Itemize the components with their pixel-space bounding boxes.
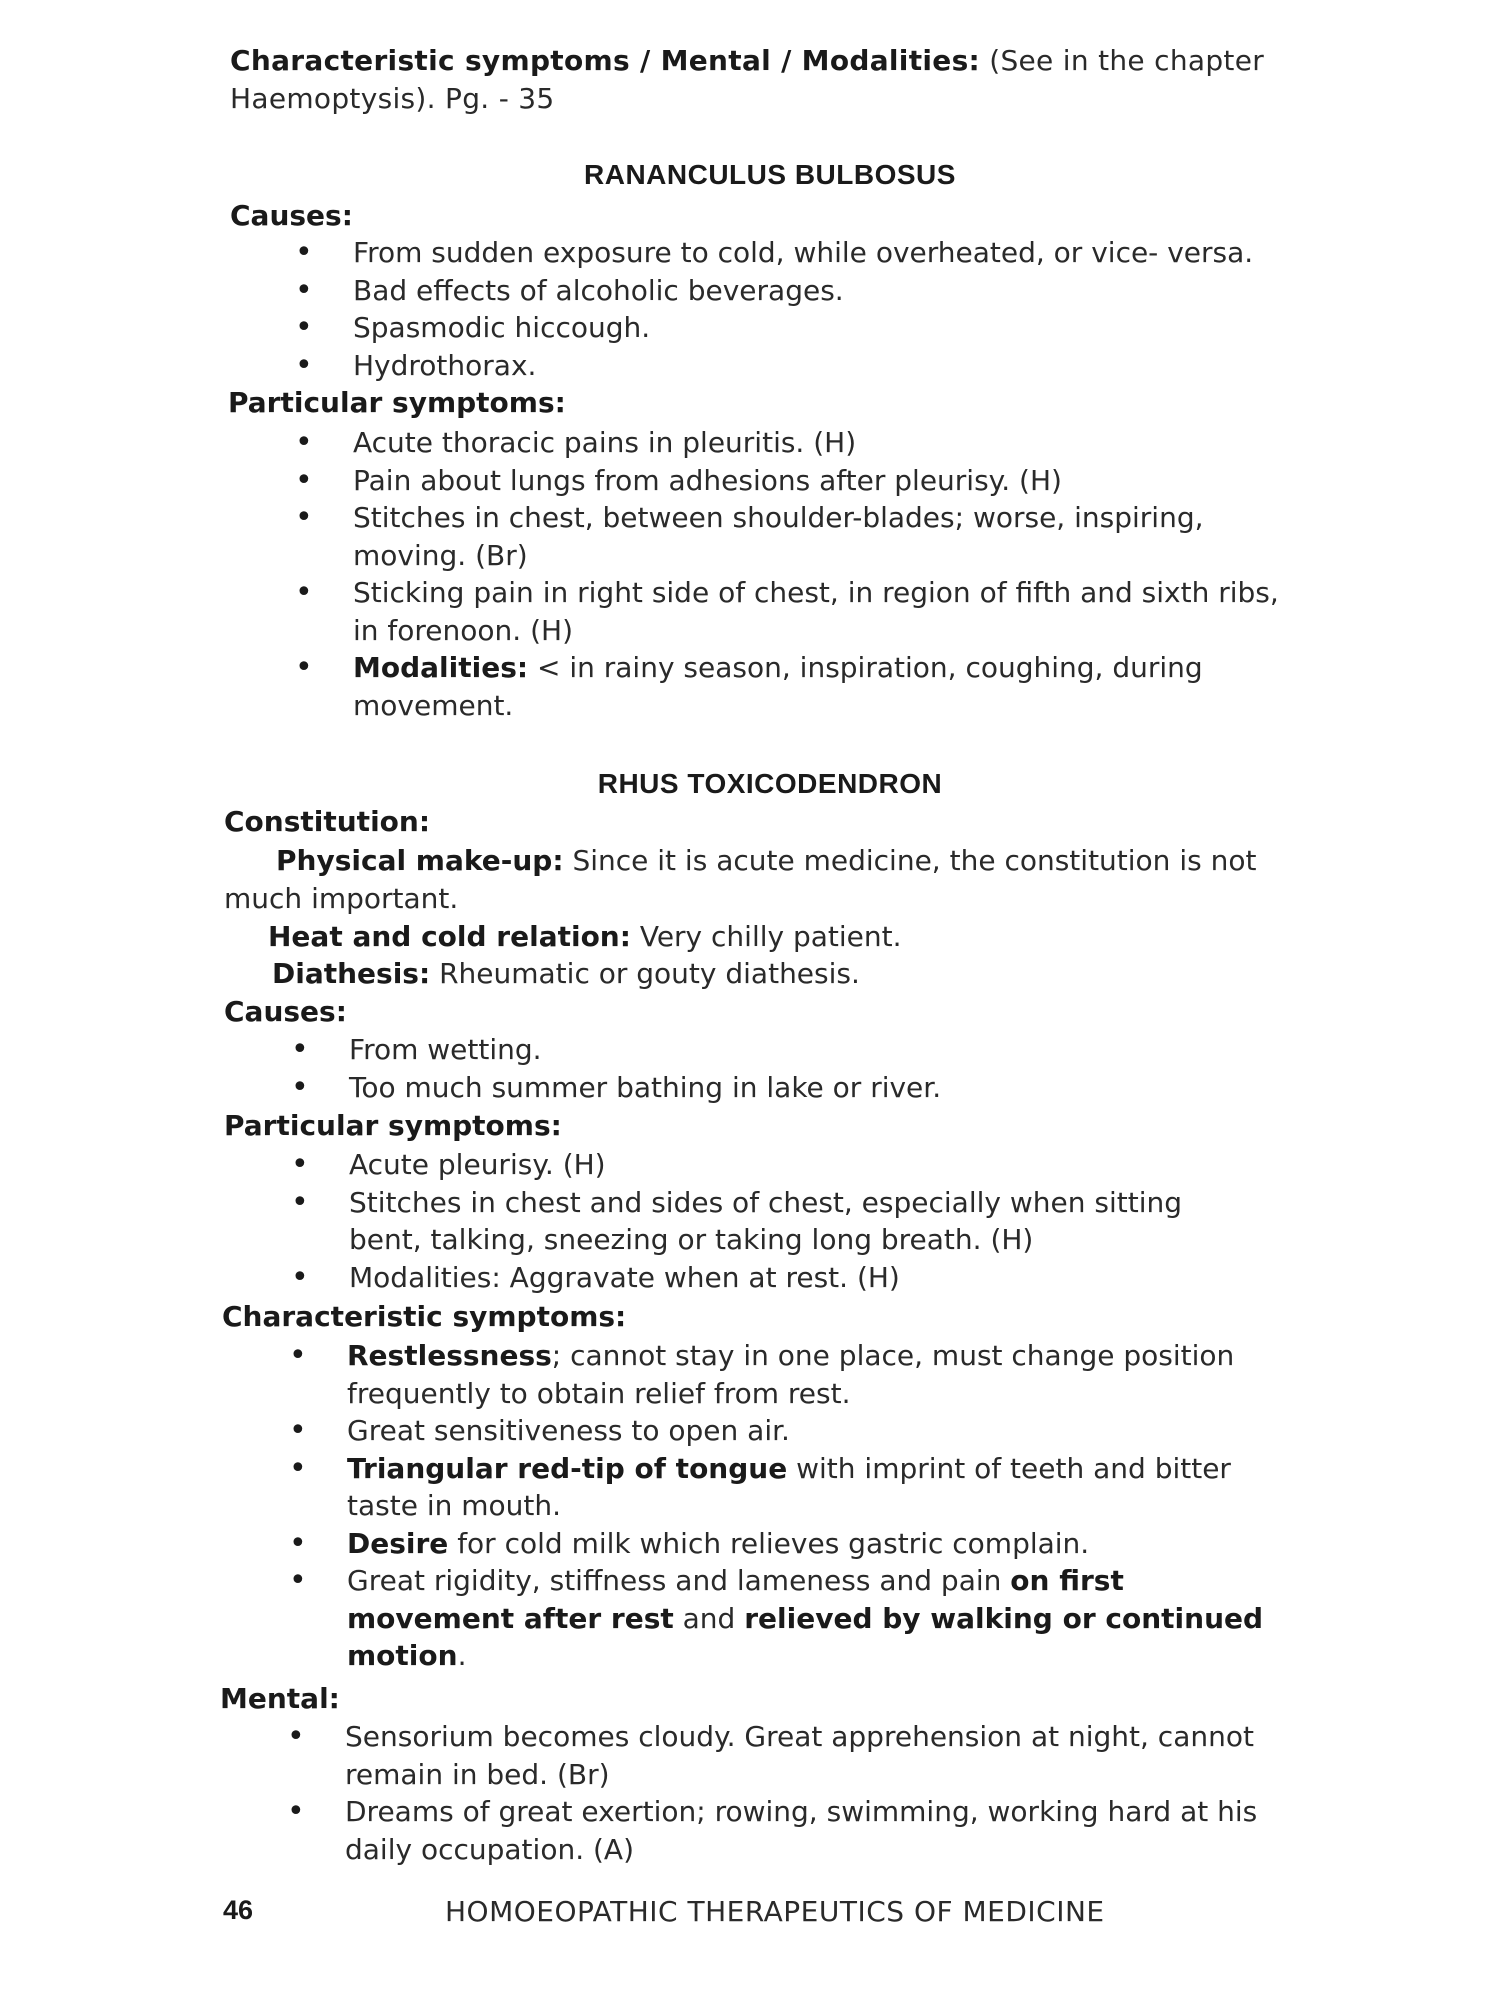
list-item (347, 1450, 1267, 1525)
rigidity-bold-d: relieved by walking or continued motion (347, 1601, 1264, 1672)
rhus-particular-label: Particular symptoms: (224, 1109, 562, 1142)
desire-text: for cold milk which relieves gastric complain. (448, 1526, 1090, 1560)
list-item: • Too much summer bathing in lake or river. (349, 1069, 1309, 1107)
intro-label: Characteristic symptoms / Mental / Modalities: (230, 44, 981, 77)
page-number: 46 (223, 1895, 254, 1925)
restlessness-text: ; cannot stay in one place, must change position frequently to obtain relief from rest. (347, 1339, 1235, 1410)
intro-text: (See in the chapter Haemoptysis). Pg. - 35 (230, 44, 1265, 115)
rhus-characteristic-list (347, 1337, 1267, 1675)
physical-text: Since it is acute medicine, the constitution is not much important. (224, 844, 1257, 915)
rhus-particular-list (349, 1146, 1249, 1296)
list-item: • Dreams of great exertion; rowing, swimming, working hard at his daily occupation. (A) (345, 1793, 1315, 1868)
ranunculus-particular-list (353, 424, 1293, 724)
list-item: • Great sensitiveness to open air. (347, 1412, 1267, 1450)
rigidity-text-c: and (673, 1601, 745, 1635)
rigidity-bold-b: on first movement after rest (347, 1564, 1124, 1635)
list-item: • Acute pleurisy. (H) (349, 1146, 1249, 1184)
list-item: • From sudden exposure to cold, while overheated, or vice- versa. (353, 234, 1333, 272)
heat-cold-paragraph (268, 918, 902, 956)
ranunculus-particular-label: Particular symptoms: (228, 386, 566, 419)
physical-makeup-paragraph (224, 842, 1304, 917)
ranunculus-causes-list (353, 234, 1333, 384)
list-item: • From wetting. (349, 1031, 1309, 1069)
list-item (347, 1562, 1267, 1675)
list-item: • Stitches in chest and sides of chest, especially when sitting bent, talking, sneezing or taking long breath. (H) (349, 1184, 1249, 1259)
rhus-characteristic-label: Characteristic symptoms: (222, 1300, 627, 1333)
list-item (353, 649, 1293, 724)
list-item (347, 1525, 1267, 1563)
tongue-text: with imprint of teeth and bitter taste in mouth. (347, 1451, 1231, 1522)
list-item: • Pain about lungs from adhesions after pleurisy. (H) (353, 462, 1293, 500)
modalities-label: Modalities: (353, 651, 529, 684)
diathesis-paragraph (272, 955, 860, 993)
diathesis-label: Diathesis: (272, 957, 431, 990)
list-item: • Acute thoracic pains in pleuritis. (H) (353, 424, 1293, 462)
diathesis-text: Rheumatic or gouty diathesis. (430, 957, 860, 990)
tongue-bold: Triangular red-tip of tongue (347, 1451, 788, 1485)
rhus-mental-label: Mental: (220, 1682, 340, 1715)
heat-label: Heat and cold relation: (268, 920, 631, 953)
heat-text: Very chilly patient. (630, 920, 902, 953)
physical-label: Physical make-up: (276, 844, 564, 877)
list-item: • Sensorium becomes cloudy. Great apprehension at night, cannot remain in bed. (Br) (345, 1718, 1315, 1793)
desire-bold: Desire (347, 1526, 449, 1560)
list-item: • Sticking pain in right side of chest, in region of fifth and sixth ribs, in forenoon. (H) (353, 574, 1293, 649)
restlessness-bold: Restlessness (347, 1339, 552, 1372)
list-item: • Bad effects of alcoholic beverages. (353, 272, 1333, 310)
ranunculus-causes-label: Causes: (230, 199, 353, 232)
rigidity-text-a: Great rigidity, stiffness and lameness and pain (347, 1564, 1011, 1597)
ranunculus-title: RANANCULUS BULBOSUS (584, 159, 956, 190)
list-item: • Spasmodic hiccough. (353, 309, 1333, 347)
rhus-mental-list (345, 1718, 1315, 1868)
book-title: HOMOEOPATHIC THERAPEUTICS OF MEDICINE (445, 1895, 1105, 1928)
list-item (347, 1337, 1267, 1412)
modalities-text: < in rainy season, inspiration, coughing, during movement. (353, 651, 1203, 722)
rhus-title: RHUS TOXICODENDRON (597, 768, 943, 799)
list-item: • Stitches in chest, between shoulder-blades; worse, inspiring, moving. (Br) (353, 499, 1293, 574)
rhus-constitution-label: Constitution: (224, 805, 431, 838)
rigidity-text-e: . (457, 1639, 467, 1672)
intro-paragraph (230, 42, 1280, 117)
rhus-causes-label: Causes: (224, 995, 347, 1028)
list-item: • Hydrothorax. (353, 347, 1333, 385)
list-item: • Modalities: Aggravate when at rest. (H) (349, 1259, 1249, 1297)
rhus-causes-list (349, 1031, 1309, 1106)
